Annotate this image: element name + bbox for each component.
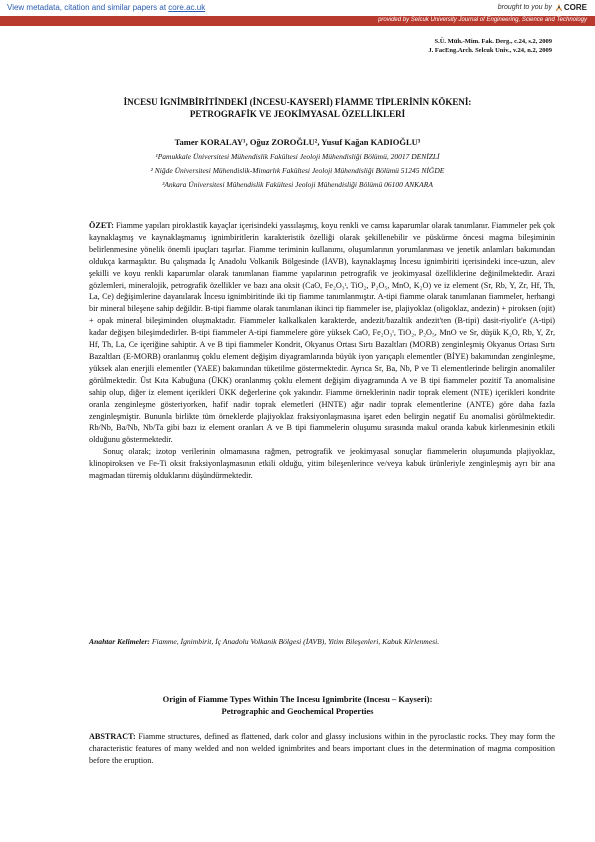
paper-title (40, 96, 555, 120)
paper-title-line2: PETROGRAFİK VE JEOKİMYASAL ÖZELLİKLERİ (189, 109, 406, 119)
keywords-tr (89, 636, 555, 648)
metadata-link-prefix: View metadata, citation and similar papers at (7, 3, 169, 12)
ozet-text-1: Fiamme yapıları piroklastik kayaçlar içerisindeki yassılaşmış, koyu renkli ve camsı kaparumlar olarak tanımlanır. Fiammeler pek çok kaynaklaşmış ve kaynaklaşmamış ignimbiritlerin karakteristik özelliği olarak şekillenebilir ve püskürme öncesi magma bileşiminin belirlenmesine yönelik önemli ipuçları taşırlar. Fiamme teriminin kullanımı, oluşumlarının yorumlanması ve jenetik anlamları bakımından oldukça karmaşıktır. Bu çalışmada İç Anadolu Volkanik Bölgesinde (İAVB), kaynaklaşmış İncesu ignimbiriti içerisindeki ince-uzun, alev şekilli ve koyu renkli kaparumlar olarak tanımlanan fiamme yapılarının petrografik ve jeokimyasal özelliklerine değinilmektedir. Arazi gözlemleri, mineralojik, petrografik özellikler ve bazı ana oksit (CaO, Fe₂O₃ᵗ, TiO₂, P₂O₅, MnO, K₂O) ve iz element (Sr, Rb, Y, Zr, Hf, Th, La, Ce) değişimlerine dayanılarak İncesu ignimbiritinde iki tip fiamme tanımlanmıştır. A-tipi fiamme olarak tanımlanan fiammeler, herhangi bir mineral bileşene sahip değildir. B-tipi fiamme olarak tanımlanan ikinci tip fiammeler ise, plajiyoklaz (oligoklaz, andezin) + piroksen (ojit) + opak mineral bileşiminden oluşmaktadır. Fiammeler kalkalkalen karakterde, andezit/bazaltik andezit'ten (B-tipi) dasit-riyolit'e (A-tipi) kadar değişen bileşimdedirler. B-tipi fiammeler A-tipi fiammelere göre yüksek CaO, Fe₂O₃ᵗ, TiO₂, P₂O₅, MnO ve Sr, düşük K₂O, Rb, Y, Zr, Hf, Th, La, Ce içeriğine sahiptir. A ve B tipi fiammeler Kondrit, Okyanus Ortası Sırtı Bazaltları (MORB) zenginleşmiş Okyanus Ortası Sırtı Bazaltları (E-MORB) oranlanmış çoklu element değişim diyagramlarında büyük iyon yarıçaplı elementler (BİYE) bakımından zenginleşme, yüksek alan enerjili elementler (YAEE) bakımından tüketilme göstermektedir. Ayrıca Sr, Ba, Nb, P ve Ti elementlerinde belirgin anomaliler görülmektedir. Üst Kıta Kabuğuna (ÜKK) oranlanmış çoklu element değişim diyagramında A ve B tipi fiammeler pozitif Ta anomalisine sahip olup, diğer iz element içerikleri ÜKK değerlerine çok yakındır. Fiamme örneklerinin nadir toprak element (NTE) içerikleri kondrite oranla zenginleşme gösteriyorken, hafif nadir toprak elemetleri (HNTE) ağır nadir toprak elementlerine (ANTE) göre daha fazla zenginleşmiştir. Bununla birlikte tüm örneklerde plajiyoklaz fraksiyonlaşmasına işaret eden belirgin negatif Eu anomalisi görülmektedir. Rb/Nb, Ba/Nb, Nb/Ta gibi bazı iz element oranları A ve B tipi fiammelerin oluşumu sırasında makul oranda kabuk kirlenmesinin etkili olduğunu göstermektedir. (89, 221, 555, 445)
top-banner (0, 0, 595, 16)
brought-text: brought to you by (497, 4, 552, 11)
ozet-paragraph-1 (89, 220, 555, 446)
affiliation-2: ² Niğde Üniversitesi Mühendislik-Mimarlık Fakültesi Jeoloji Mühendisliği Bölümü 51245 NİĞDE (150, 166, 445, 175)
ozet-label: ÖZET: (89, 221, 114, 230)
keywords-label: Anahtar Kelimeler: (89, 637, 150, 646)
core-label: CORE (563, 3, 587, 12)
ozet-paragraph-2: Sonuç olarak; izotop verilerinin olmamasına rağmen, petrografik ve jeokimyasal sonuçlar fiammelerin oluşumunda plajiyoklaz, klinopiroksen ve Fe-Ti oksit fraksiyonlaşmasının etkili olduğu, yitim bileşenlerince ve/veya kabuk ürünleriyle zenginleşmiş ayrı bir ana magmadan türemiş olduklarını düşündürmektedir. (89, 447, 555, 481)
core-logo (555, 3, 587, 12)
english-title-line2: Petrographic and Geochemical Properties (221, 706, 374, 716)
provider-bar (0, 16, 595, 26)
journal-citation (428, 37, 552, 55)
paper-title-line1: İNCESU İGNİMBİRİTİNDEKİ (İNCESU-KAYSERİ) FİAMME TİPLERİNİN KÖKENİ: (123, 97, 472, 107)
affiliation-1: ¹Pamukkale Üniversitesi Mühendislik Fakültesi Jeoloji Mühendisliği Bölümü, 20017 DENİZLİ (155, 152, 440, 161)
ozet-section (89, 220, 555, 482)
metadata-link-line (7, 3, 205, 12)
english-title-line1: Origin of Fiamme Types Within The Incesu Ignimbrite (Incesu – Kayseri): (162, 694, 433, 704)
brought-by-core[interactable] (498, 3, 587, 12)
abstract-text: Fiamme structures, defined as flattened, dark color and glassy inclusions within in the pyroclastic rocks. They may form the characteristic features of many welded and non welded ignimbrites and bears important clues in the determination of magma composition before the eruption. (89, 732, 556, 765)
keywords-text: Fiamme, İgnimbirit, İç Anadolu Volkanik Bölgesi (İAVB), Yitim Bileşenleri, Kabuk Kirlenmesi. (151, 637, 440, 646)
core-logo-icon (555, 4, 563, 12)
core-link[interactable]: core.ac.uk (168, 3, 206, 12)
journal-citation-en: J. FacEng.Arch. Selcuk Univ., v.24, n.2, 2009 (428, 47, 552, 54)
affiliation-3: ³Ankara Üniversitesi Mühendislik Fakültesi Jeoloji Mühendisliği Bölümü 06100 ANKARA (162, 180, 433, 189)
abstract-section (89, 731, 555, 767)
abstract-label: ABSTRACT: (89, 732, 136, 741)
journal-citation-tr: S.Ü. Müh.-Mim. Fak. Derg., c.24, s.2, 2009 (434, 38, 552, 45)
provider-text: provided by Selcuk University Journal of Engineering, Science and Technology (378, 17, 587, 23)
english-title (40, 693, 555, 717)
author-list: Tamer KORALAY¹, Oğuz ZOROĞLU², Yusuf Kağan KADIOĞLU³ (174, 137, 421, 147)
